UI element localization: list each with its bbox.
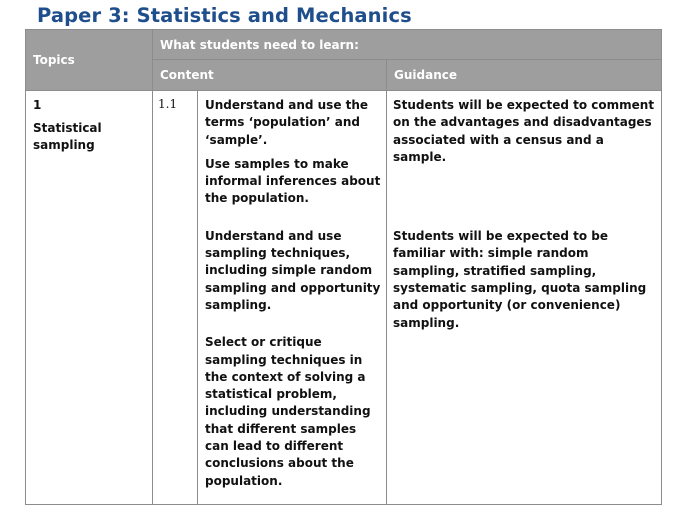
content-paragraph: Select or critique sampling techniques in the context of solving a statistical problem, including understanding that different samples can lead to different conclusions about the population. (205, 335, 371, 488)
topic-cell (26, 91, 153, 505)
table-row (26, 91, 662, 505)
header-what-students-learn: What students need to learn: (153, 30, 662, 60)
header-content: Content (153, 60, 387, 91)
content-cell (198, 91, 387, 505)
guidance-cell (387, 91, 662, 505)
header-guidance: Guidance (387, 60, 662, 91)
guidance-paragraph: Students will be expected to be familiar with: simple random sampling, stratified sampling, systematic sampling, quota sampling and opportunity (or convenience) sampling. (393, 229, 647, 330)
header-topics: Topics (26, 30, 153, 91)
topic-number: 1 (33, 98, 42, 112)
content-reference: 1.1 (153, 91, 198, 505)
content-paragraph: Understand and use sampling techniques, including simple random sampling and opportunity sampling. (205, 228, 381, 312)
topic-name-line1: Statistical (33, 121, 102, 135)
content-paragraph: Use samples to make informal inferences about the population. (205, 156, 381, 206)
content-paragraph: Understand and use the terms ‘population’ and ‘sample’. (205, 98, 369, 147)
guidance-paragraph: Students will be expected to comment on the advantages and disadvantages associated with a census and a sample. (393, 98, 655, 164)
page-title: Paper 3: Statistics and Mechanics (37, 4, 412, 27)
specification-table (25, 29, 662, 505)
topic-name-line2: sampling (33, 138, 95, 152)
